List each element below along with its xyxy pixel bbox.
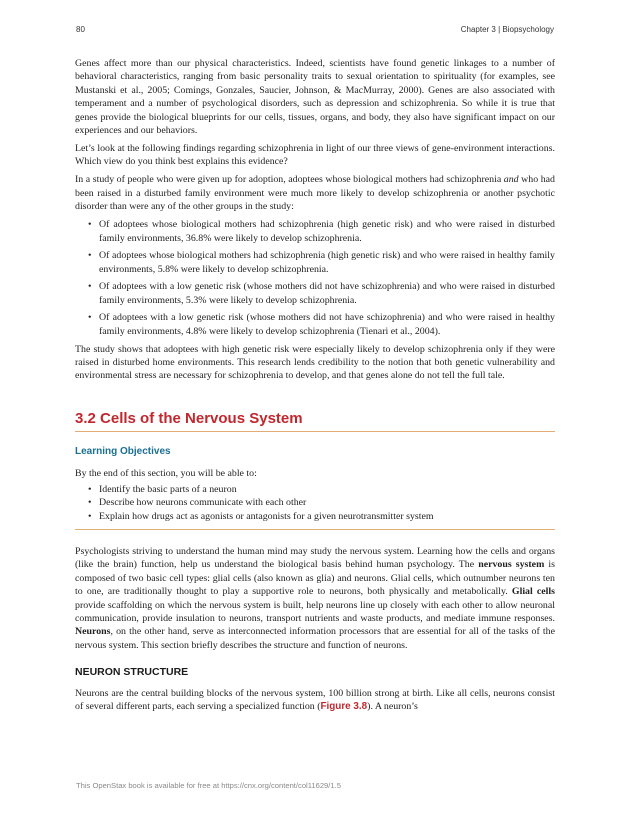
emphasis-and: and [503,174,519,186]
learning-objectives-intro: By the end of this section, you will be able to: [75,468,257,480]
text-run: Neurons are the central building blocks of the nervous system, 100 billion strong at birth. Like all cells, neurons consist of several different parts, each serving a specialized function ( [75,687,555,712]
chapter-label: Chapter 3 | Biopsychology [460,25,554,34]
term-nervous-system: nervous system [478,559,545,571]
finding-item: • Of adoptees whose biological mothers had schizophrenia (high genetic risk) and who were raised in disturbed family environments, 36.8% were likely to develop schizophrenia. [75,218,555,245]
paragraph-schizophrenia-question: Let’s look at the following findings regarding schizophrenia in light of our three views of gene-environment interactions. Which view do you think best explains this evidence? [75,143,555,168]
objective-item: • Identify the basic parts of a neuron [75,483,555,496]
finding-item: • Of adoptees with a low genetic risk (whose mothers did not have schizophrenia) and who were raised in healthy family environments, 4.8% were likely to develop schizophrenia (Tienari et al., 2004). [75,311,555,338]
section-divider [75,431,555,432]
section-title: 3.2 Cells of the Nervous System [75,409,303,427]
learning-objectives-list [75,483,555,523]
finding-item: • Of adoptees with a low genetic risk (whose mothers did not have schizophrenia) and who were raised in disturbed family environments, 5.3% were likely to develop schizophrenia. [75,280,555,307]
page-number: 80 [76,25,85,34]
learning-objectives-heading: Learning Objectives [75,445,171,457]
text-run: provide scaffolding on which the nervous system is built, help neurons line up closely with each other to allow neuronal communication, provide insulation to neurons, transport nutrients and waste products, and mediate immune responses. [75,599,555,624]
text-run: Psychologists striving to understand the human mind may study the nervous system. Learning how the cells and organs (like the brain) function, help us understand the biological basis behind human psychology. The [75,545,555,571]
running-header [76,25,554,39]
page-footer: This OpenStax book is available for free at https://cnx.org/content/col11629/1.5 [76,781,341,790]
findings-list [75,218,555,338]
finding-item: • Of adoptees whose biological mothers had schizophrenia (high genetic risk) and who were raised in healthy family environments, 5.8% were likely to develop schizophrenia. [75,249,555,276]
figure-link[interactable]: Figure 3.8 [320,700,368,712]
text-run: , on the other hand, serve as interconnected information processors that are essential for all of the tasks of the nervous system. This section briefly describes the structure and function of neurons. [75,626,555,651]
paragraph-neuron-structure [75,687,555,714]
term-glial-cells: Glial cells [511,586,555,598]
objective-item: • Explain how drugs act as agonists or antagonists for a given neurotransmitter system [75,510,555,523]
page-body [75,57,555,718]
subsection-title: NEURON STRUCTURE [75,666,189,679]
text-run: is composed of two basic cell types: glial cells (also known as glia) and neurons. Glial cells, which outnumber neurons ten to one, are traditionally thought to play a supportive role to neurons, both physically and metabolically. [75,559,555,598]
paragraph-genes: Genes affect more than our physical characteristics. Indeed, scientists have found genetic linkages to a number of behavioral characteristics, ranging from basic personality traits to sexual orientation to spirituality (for examples, see Mustanski et al., 2005; Comings, Gonzales, Saucier, Johnson, & MacMurray, 2000). Genes are also associated with temperament and a number of psychological disorders, such as depression and schizophrenia. So while it is true that genes provide the biological blueprints for our cells, tissues, organs, and body, they also have significant impact on our experiences and our behaviors. [75,58,555,137]
paragraph-nervous-system [75,545,555,652]
objective-item: • Describe how neurons communicate with each other [75,496,555,509]
text-run: In a study of people who were given up for adoption, adoptees whose biological mothers had schizophrenia [75,174,504,186]
text-run: ). A neuron’s [367,700,418,712]
paragraph-study-conclusion: The study shows that adoptees with high genetic risk were especially likely to develop schizophrenia only if they were raised in disturbed home environments. This research lends credibility to the notion that both genetic vulnerability and environmental stress are necessary for schizophrenia to develop, and that genes alone do not tell the full tale. [75,343,555,382]
objectives-divider [75,529,555,530]
paragraph-adoption-study [75,173,555,213]
text-run: who had been raised in a disturbed family environment were much more likely to develop schizophrenia or another psychotic disorder than were any of the other groups in the study: [75,174,555,213]
term-neurons: Neurons [75,626,111,638]
